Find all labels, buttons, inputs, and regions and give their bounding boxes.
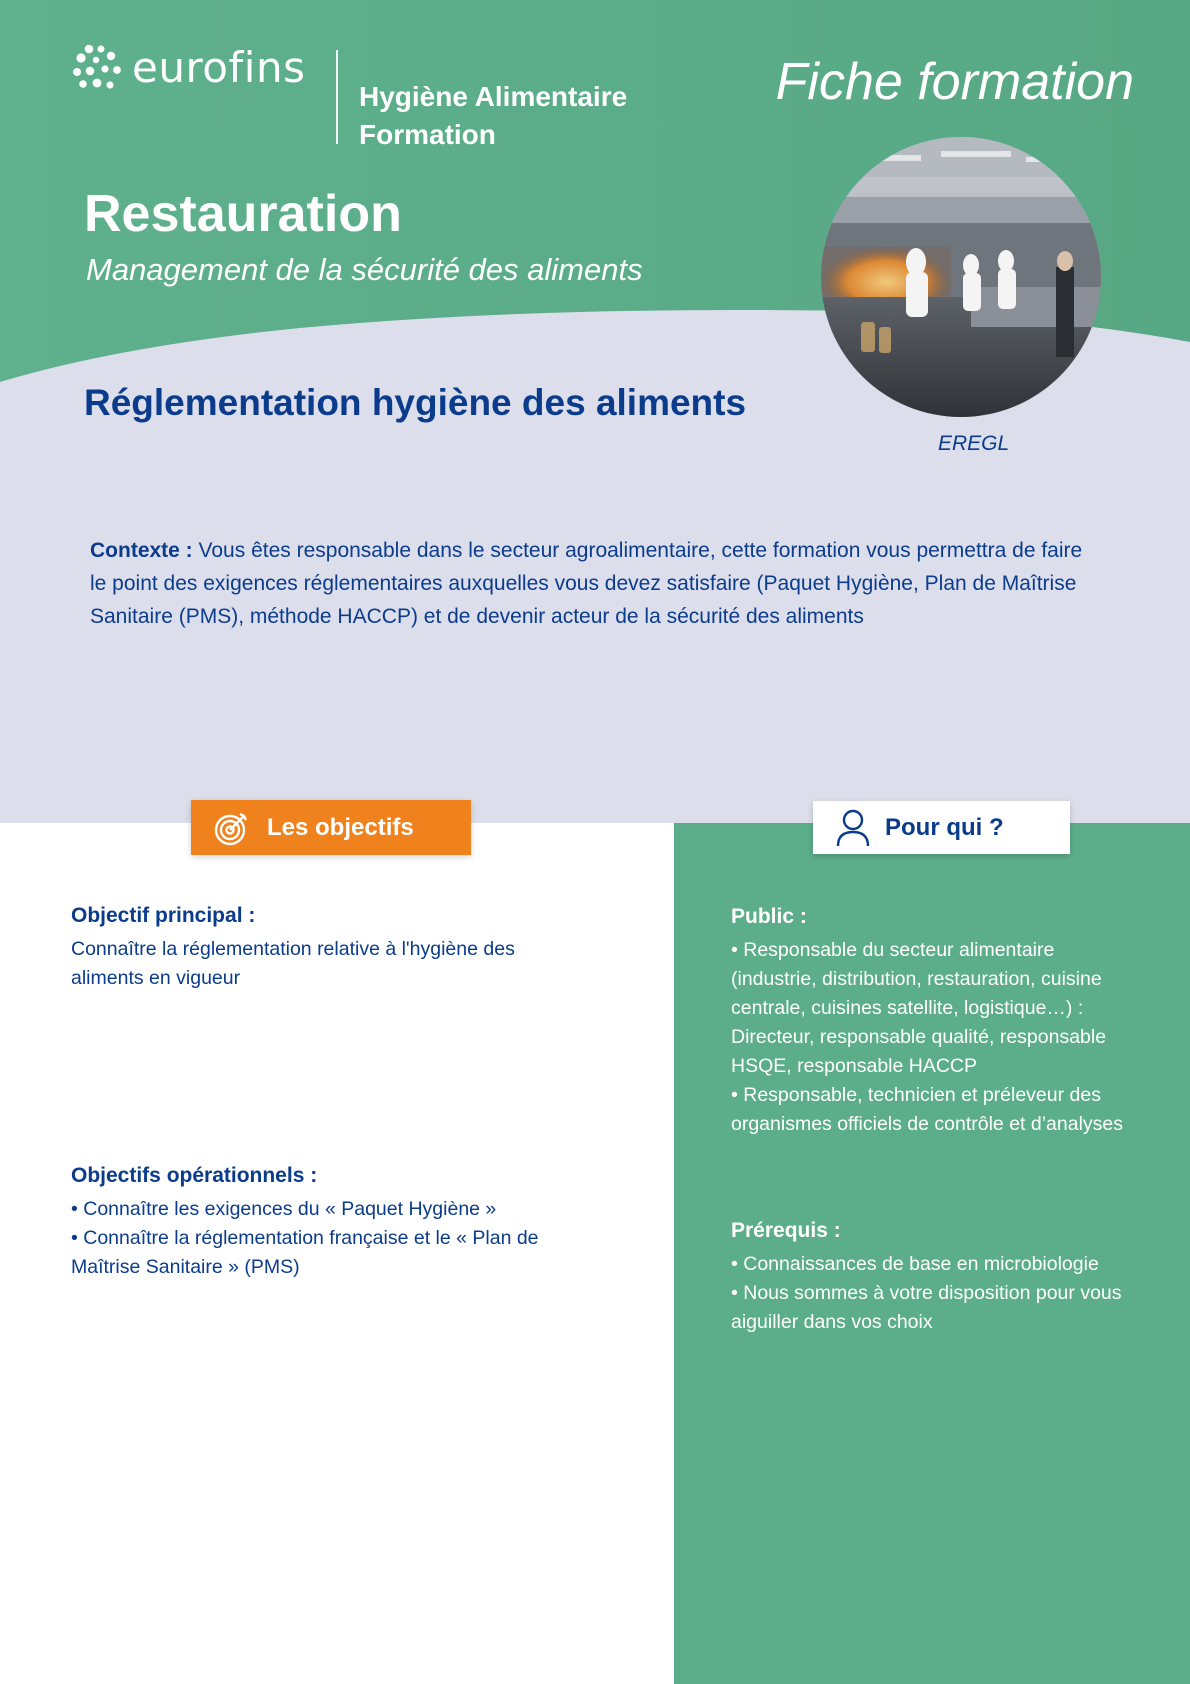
list-item: • Connaître les exigences du « Paquet Hygiène » <box>71 1198 497 1220</box>
sector-title: Restauration <box>84 185 402 243</box>
prerequis-section <box>731 1216 1131 1337</box>
objectif-principal-section <box>71 901 591 993</box>
public-title: Public : <box>731 905 807 928</box>
pour-qui-pill <box>813 801 1070 854</box>
objectif-principal-title: Objectif principal : <box>71 904 256 927</box>
context-label: Contexte : <box>90 539 193 562</box>
program-line-2: Formation <box>359 119 496 150</box>
eurofins-dots-icon <box>72 44 122 92</box>
eurofins-logo <box>72 44 305 92</box>
objectif-principal-text: Connaître la réglementation relative à l'hygiène des aliments en vigueur <box>71 938 515 989</box>
list-item: • Responsable, technicien et préleveur des organismes officiels de contrôle et d’analyses <box>731 1084 1124 1135</box>
context-text: Vous êtes responsable dans le secteur agroalimentaire, cette formation vous permettra de faire le point des exigences réglementaires auxquelles vous devez satisfaire (Paquet Hygiène, Plan de Maîtrise Sanitaire (PMS), méthode HACCP) et de devenir acteur de la sécurité des aliments <box>90 539 1083 628</box>
course-code: EREGL <box>938 432 1010 455</box>
objectifs-pill-label: Les objectifs <box>267 813 414 841</box>
public-section <box>731 902 1131 1139</box>
list-item: • Nous sommes à votre disposition pour vous aiguiller dans vos choix <box>731 1282 1122 1333</box>
program-name <box>359 78 627 154</box>
kitchen-photo <box>821 137 1101 417</box>
brand-name: eurofins <box>132 43 306 92</box>
objectifs-operationnels-title: Objectifs opérationnels : <box>71 1164 318 1187</box>
sector-subtitle: Management de la sécurité des aliments <box>86 252 643 287</box>
list-item: • Connaître la réglementation française et le « Plan de Maîtrise Sanitaire » (PMS) <box>71 1227 539 1278</box>
prerequis-title: Prérequis : <box>731 1219 841 1242</box>
header-divider <box>336 50 338 144</box>
objectifs-operationnels-section <box>71 1161 591 1282</box>
person-icon <box>835 808 871 848</box>
course-title: Réglementation hygiène des aliments <box>84 382 747 423</box>
list-item: • Connaissances de base en microbiologie <box>731 1253 1099 1275</box>
context-paragraph <box>90 534 1100 633</box>
document-type: Fiche formation <box>775 53 1134 111</box>
pour-qui-pill-label: Pour qui ? <box>885 813 1004 841</box>
list-item: • Responsable du secteur alimentaire (industrie, distribution, restauration, cuisine centrale, cuisines satellite, logistique…) : Directeur, responsable qualité, responsable HSQE, responsable HACCP <box>731 939 1107 1077</box>
target-icon <box>213 809 251 847</box>
program-line-1: Hygiène Alimentaire <box>359 81 628 112</box>
objectifs-pill <box>191 800 471 855</box>
